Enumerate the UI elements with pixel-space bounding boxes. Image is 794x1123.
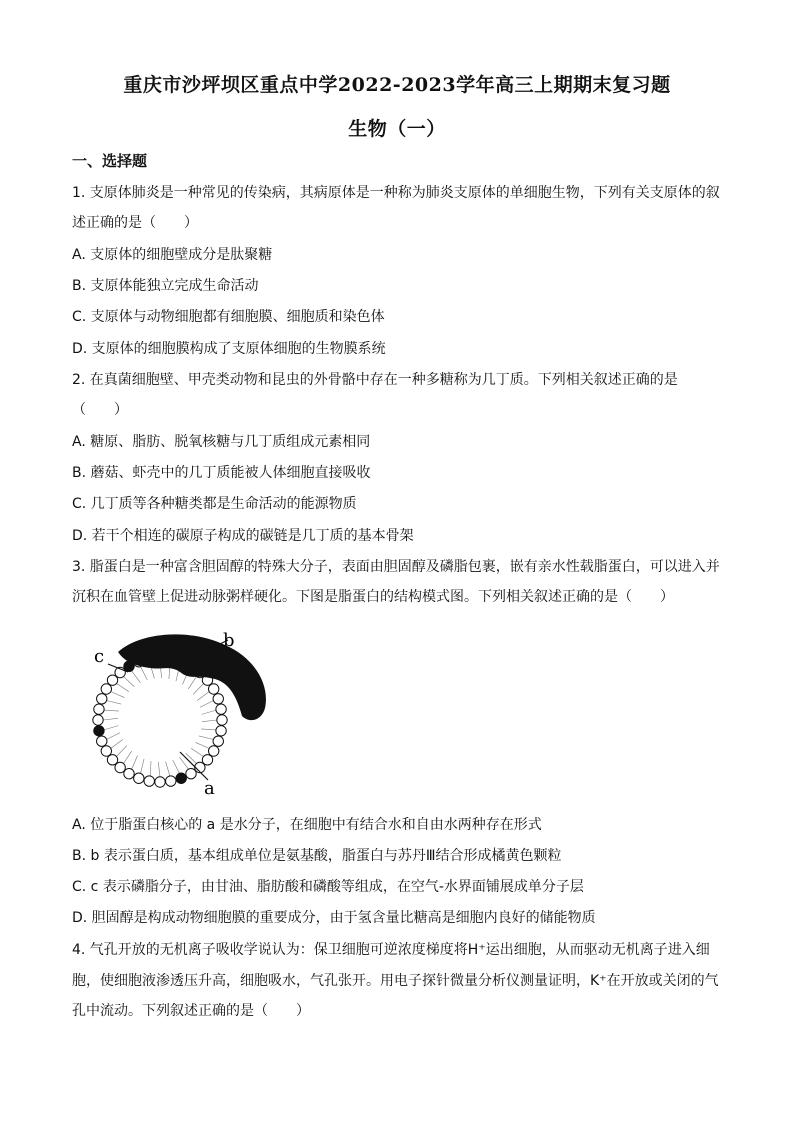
lipid-tail bbox=[191, 748, 204, 756]
lipoprotein-diagram bbox=[80, 620, 280, 805]
q1-option-d: D. 支原体的细胞膜构成了支原体细胞的生物膜系统 bbox=[72, 341, 386, 357]
q2-option-c: C. 几丁质等各种糖类都是生命活动的能源物质 bbox=[72, 496, 357, 512]
page-title: 重庆市沙坪坝区重点中学2022-2023学年高三上期期末复习题 bbox=[123, 74, 671, 96]
phospholipid-head bbox=[107, 755, 117, 765]
label-a: a bbox=[204, 778, 215, 799]
phospholipid-head bbox=[166, 776, 176, 786]
lipid-tail bbox=[132, 756, 138, 770]
q3-option-b: B. b 表示蛋白质，基本组成单位是氨基酸，脂蛋白与苏丹Ⅲ结合形成橘黄色颗粒 bbox=[72, 848, 562, 864]
cholesterol-head bbox=[94, 726, 104, 736]
phospholipid-head bbox=[97, 694, 107, 704]
lipid-tail bbox=[104, 710, 119, 711]
phospholipid-head bbox=[217, 715, 227, 725]
phospholipid-head bbox=[216, 726, 226, 736]
lipid-tail bbox=[116, 746, 126, 757]
apolipoprotein-shape bbox=[118, 634, 266, 720]
phospholipid-head bbox=[213, 694, 223, 704]
lipid-tail bbox=[196, 742, 210, 748]
phospholipid-head bbox=[97, 736, 107, 746]
lipid-tail bbox=[166, 762, 170, 777]
q2-option-d: D. 若干个相连的碳原子构成的碳链是几丁质的基本骨架 bbox=[72, 528, 414, 544]
q3-option-d: D. 胆固醇是构成动物细胞膜的重要成分，由于氢含量比糖高是细胞内良好的储能物质 bbox=[72, 910, 596, 926]
lipid-tail bbox=[111, 692, 125, 698]
lipid-tail bbox=[116, 683, 129, 691]
lipid-tail bbox=[202, 720, 217, 722]
q3-option-c: C. c 表示磷脂分子，由甘油、脂肪酸和磷酸等组成，在空气-水界面铺展成单分子层 bbox=[72, 879, 584, 895]
lipid-tail bbox=[202, 710, 217, 714]
lipid-tail bbox=[106, 733, 120, 740]
q4-stem-line-1: 4. 气孔开放的无机离子吸收学说认为：保卫细胞可逆浓度梯度将H⁺运出细胞，从而驱动无机离子进入细 bbox=[72, 942, 710, 958]
q2-stem-line-2: （ ） bbox=[72, 402, 128, 418]
phospholipid-head bbox=[216, 704, 226, 714]
q4-stem-line-2: 胞，使细胞液渗透压升高，细胞吸水，气孔张开。用电子探针微量分析仪测量证明，K⁺在开放或关闭的气 bbox=[72, 973, 719, 989]
phospholipid-head bbox=[208, 746, 218, 756]
q1-option-a: A. 支原体的细胞壁成分是肽聚糖 bbox=[72, 247, 273, 263]
q1-option-b: B. 支原体能独立完成生命活动 bbox=[72, 278, 259, 294]
lipid-tail bbox=[186, 753, 197, 763]
phospholipid-head bbox=[208, 684, 218, 694]
q3-stem-line-2: 沉积在血管壁上促进动脉粥样硬化。下图是脂蛋白的结构模式图。下列相关叙述正确的是（ ） bbox=[72, 589, 674, 605]
q2-option-a: A. 糖原、脂肪、脱氧核糖与几丁质组成元素相同 bbox=[72, 434, 371, 450]
q4-stem-line-3: 孔中流动。下列叙述正确的是（ ） bbox=[72, 1003, 310, 1019]
lipid-tail bbox=[199, 736, 214, 740]
phospholipid-head bbox=[101, 684, 111, 694]
q1-stem-line-1: 1. 支原体肺炎是一种常见的传染病，其病原体是一种称为肺炎支原体的单细胞生物，下列有关支原体的叙 bbox=[72, 185, 720, 201]
lipid-tail bbox=[103, 718, 118, 720]
phospholipid-head bbox=[134, 773, 144, 783]
cholesterol-head bbox=[176, 773, 186, 783]
lipid-tail bbox=[150, 761, 151, 776]
lipid-tail bbox=[132, 671, 141, 683]
phospholipid-head bbox=[124, 768, 134, 778]
q3-option-a: A. 位于脂蛋白核心的 a 是水分子，在细胞中有结合水和自由水两种存在形式 bbox=[72, 817, 542, 833]
q2-option-b: B. 蘑菇、虾壳中的几丁质能被人体细胞直接吸收 bbox=[72, 465, 371, 481]
phospholipid-head bbox=[101, 746, 111, 756]
page-subtitle: 生物（一） bbox=[348, 118, 446, 140]
lipid-tail bbox=[173, 760, 180, 774]
label-c: c bbox=[94, 646, 105, 667]
lipid-tail bbox=[123, 751, 131, 764]
q2-stem-line-1: 2. 在真菌细胞壁、甲壳类动物和昆虫的外骨骼中存在一种多糖称为几丁质。下列相关叙述正确的是 bbox=[72, 372, 678, 388]
phospholipid-head bbox=[213, 736, 223, 746]
lipid-tail bbox=[141, 759, 145, 774]
lipid-tail bbox=[111, 740, 123, 749]
lipid-tail bbox=[188, 676, 196, 689]
section-heading: 一、选择题 bbox=[72, 152, 148, 170]
lipid-tail bbox=[193, 683, 203, 694]
phospholipid-head bbox=[186, 768, 196, 778]
phospholipid-head bbox=[155, 777, 165, 787]
lipid-tail bbox=[197, 692, 209, 701]
lipid-tail bbox=[201, 729, 216, 730]
lipid-tail bbox=[158, 762, 160, 777]
lipid-tail bbox=[104, 726, 119, 730]
lipid-tail bbox=[106, 701, 121, 705]
phospholipid-head bbox=[93, 715, 103, 725]
q1-stem-line-2: 述正确的是（ ） bbox=[72, 215, 198, 231]
phospholipid-head bbox=[94, 704, 104, 714]
q3-stem-line-1: 3. 脂蛋白是一种富含胆固醇的特殊大分子，表面由胆固醇及磷脂包裹，嵌有亲水性载脂蛋白，可以进入并 bbox=[72, 559, 720, 575]
lipid-tail bbox=[141, 666, 148, 680]
lipid-tail bbox=[200, 701, 214, 708]
q1-option-c: C. 支原体与动物细胞都有细胞膜、细胞质和染色体 bbox=[72, 309, 385, 325]
phospholipid-head bbox=[144, 776, 154, 786]
lipid-tail bbox=[123, 676, 134, 686]
label-b: b bbox=[223, 630, 235, 651]
